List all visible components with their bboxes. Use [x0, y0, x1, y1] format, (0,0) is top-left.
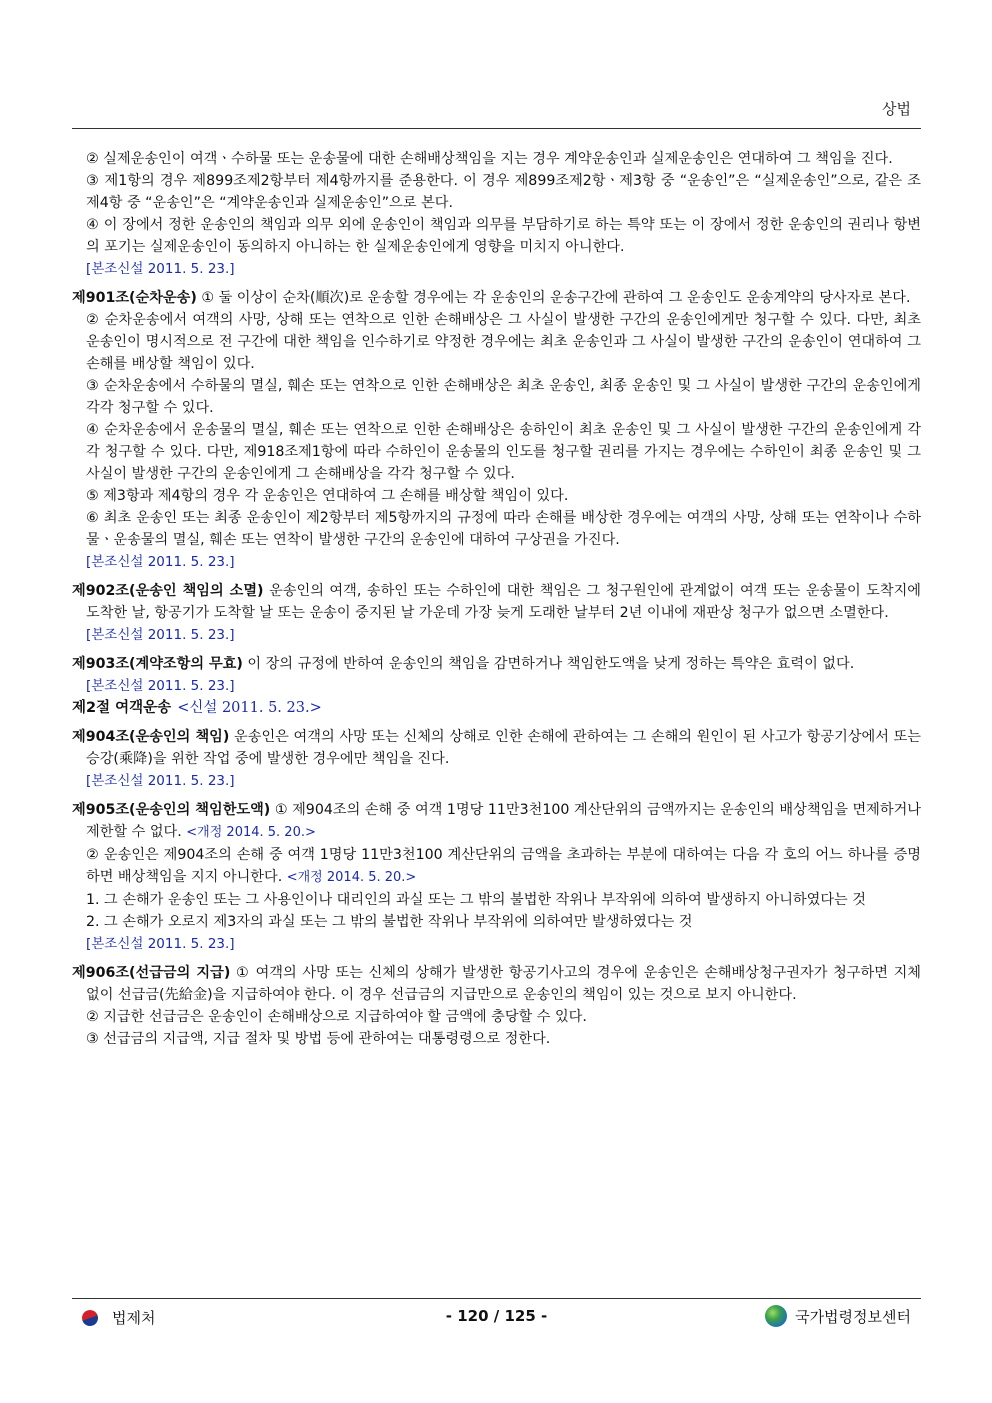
- section-title: 제2절 여객운송: [72, 700, 172, 716]
- article-text: 이 장의 규정에 반하여 운송인의 책임을 감면하거나 책임한도액을 낮게 정하는 특약은 효력이 없다.: [247, 656, 855, 672]
- amendment-note: <개정 2014. 5. 20.>: [286, 870, 417, 885]
- article-title: 제906조(선급금의 지급): [72, 965, 231, 981]
- amendment-note: <개정 2014. 5. 20.>: [186, 825, 316, 840]
- paragraph: ② 지급한 선급금은 운송인이 손해배상으로 지급하여야 할 금액에 충당할 수 있다.: [86, 1009, 587, 1025]
- paragraph: ④ 이 장에서 정한 운송인의 책임과 의무 외에 운송인이 책임과 의무를 부담하기로 하는 특약 또는 이 장에서 정한 운송인의 권리나 항변의 포기는 실제운송인이 동의하지 아니하는 한 실제운송인에게 영향을 미치지 아니한다.: [86, 217, 921, 255]
- article-904: [72, 726, 921, 792]
- document-body: [72, 148, 921, 1050]
- paragraph: ② 순차운송에서 여객의 사망, 상해 또는 연착으로 인한 손해배상은 그 사실이 발생한 구간의 운송인에게만 청구할 수 있다. 다만, 최초 운송인이 명시적으로 전 구간에 대한 책임을 인수하기로 약정한 경우에는 최초 운송인과 그 사실이 발생한 구간의 운송인이 연대하여 그 손해를 배상할 책임이 있다.: [86, 312, 921, 372]
- law-title: 상법: [882, 100, 911, 118]
- article-text: ① 제904조의 손해 중 여객 1명당 11만3천100 계산단위의 금액까지는 운송인의 배상책임을 면제하거나 제한할 수 없다.: [86, 802, 921, 840]
- section-note: <신설 2011. 5. 23.>: [177, 700, 322, 716]
- article-905: [72, 799, 921, 955]
- enactment-note: [본조신설 2011. 5. 23.]: [86, 627, 235, 643]
- globe-logo-icon: [765, 1305, 787, 1327]
- article-title: 제905조(운송인의 책임한도액): [72, 802, 271, 818]
- list-item: 2. 그 손해가 오로지 제3자의 과실 또는 그 밖의 불법한 작위나 부작위에 의하여만 발생하였다는 것: [86, 914, 693, 930]
- list-item: 1. 그 손해가 운송인 또는 그 사용인이나 대리인의 과실 또는 그 밖의 불법한 작위나 부작위에 의하여 발생하지 아니하였다는 것: [86, 892, 866, 908]
- article-title: 제901조(순차운송): [72, 290, 197, 306]
- paragraph: ② 운송인은 제904조의 손해 중 여객 1명당 11만3천100 계산단위의 금액을 초과하는 부분에 대하여는 다음 각 호의 어느 하나를 증명하면 배상책임을 지지 아니한다.: [86, 847, 921, 885]
- enactment-note: [본조신설 2011. 5. 23.]: [86, 261, 235, 277]
- paragraph: ④ 순차운송에서 운송물의 멸실, 훼손 또는 연착으로 인한 손해배상은 송하인이 최초 운송인 및 그 사실이 발생한 구간의 운송인에게 각각 청구할 수 있다. 다만, 제918조제1항에 따라 수하인이 운송물의 인도를 청구할 권리를 가지는 경우에는 수하인이 최종 운송인 및 그 사실이 발생한 구간의 운송인에게 그 손해배상을 각각 청구할 수 있다.: [86, 422, 921, 482]
- paragraph: ⑤ 제3항과 제4항의 경우 각 운송인은 연대하여 그 손해를 배상할 책임이 있다.: [86, 488, 569, 504]
- paragraph: ③ 제1항의 경우 제899조제2항부터 제4항까지를 준용한다. 이 경우 제899조제2항ㆍ제3항 중 “운송인”은 “실제운송인”으로, 같은 조 제4항 중 “운송인”은 “계약운송인과 실제운송인”으로 본다.: [86, 173, 921, 211]
- article-title: 제904조(운송인의 책임): [72, 729, 230, 745]
- enactment-note: [본조신설 2011. 5. 23.]: [86, 554, 235, 570]
- article-903: [72, 653, 921, 697]
- enactment-note: [본조신설 2011. 5. 23.]: [86, 678, 235, 694]
- article-906: [72, 962, 921, 1050]
- page-number: - 120 / 125 -: [445, 1307, 548, 1325]
- article-901: [72, 287, 921, 573]
- paragraph: ③ 선급금의 지급액, 지급 절차 및 방법 등에 관하여는 대통령령으로 정한다.: [86, 1031, 551, 1047]
- article-text: 운송인은 여객의 사망 또는 신체의 상해로 인한 손해에 관하여는 그 손해의 원인이 된 사고가 항공기상에서 또는 승강(乘降)을 위한 작업 중에 발생한 경우에만 책임을 진다.: [86, 729, 921, 767]
- enactment-note: [본조신설 2011. 5. 23.]: [86, 936, 235, 952]
- page-header: [72, 96, 921, 129]
- article-title: 제902조(운송인 책임의 소멸): [72, 583, 264, 599]
- article-text: ① 여객의 사망 또는 신체의 상해가 발생한 항공기사고의 경우에 운송인은 손해배상청구권자가 청구하면 지체 없이 선급금(先給金)을 지급하여야 한다. 이 경우 선급금의 지급만으로 운송인의 책임이 있는 것으로 보지 아니한다.: [86, 965, 921, 1003]
- paragraph: ② 실제운송인이 여객ㆍ수하물 또는 운송물에 대한 손해배상책임을 지는 경우 계약운송인과 실제운송인은 연대하여 그 책임을 진다.: [86, 151, 893, 167]
- section-heading: [72, 697, 921, 719]
- center-name: 국가법령정보센터: [795, 1307, 911, 1326]
- page-footer: [72, 1298, 921, 1339]
- ministry-name: 법제처: [112, 1309, 156, 1327]
- paragraph: ③ 순차운송에서 수하물의 멸실, 훼손 또는 연착으로 인한 손해배상은 최초 운송인, 최종 운송인 및 그 사실이 발생한 구간의 운송인에게 각각 청구할 수 있다.: [86, 378, 921, 416]
- article-text: ① 둘 이상이 순차(順次)로 운송할 경우에는 각 운송인의 운송구간에 관하여 그 운송인도 운송계약의 당사자로 본다.: [201, 290, 911, 306]
- article-text: 운송인의 여객, 송하인 또는 수하인에 대한 책임은 그 청구원인에 관계없이 여객 또는 운송물이 도착지에 도착한 날, 항공기가 도착할 날 또는 운송이 중지된 날 가운데 가장 늦게 도래한 날부터 2년 이내에 재판상 청구가 없으면 소멸한다.: [86, 583, 921, 621]
- article-title: 제903조(계약조항의 무효): [72, 656, 243, 672]
- article-902: [72, 580, 921, 646]
- enactment-note: [본조신설 2011. 5. 23.]: [86, 773, 235, 789]
- paragraph: ⑥ 최초 운송인 또는 최종 운송인이 제2항부터 제5항까지의 규정에 따라 손해를 배상한 경우에는 여객의 사망, 상해 또는 연착이나 수하물ㆍ운송물의 멸실, 훼손 또는 연착이 발생한 구간의 운송인에 대하여 구상권을 가진다.: [86, 510, 921, 548]
